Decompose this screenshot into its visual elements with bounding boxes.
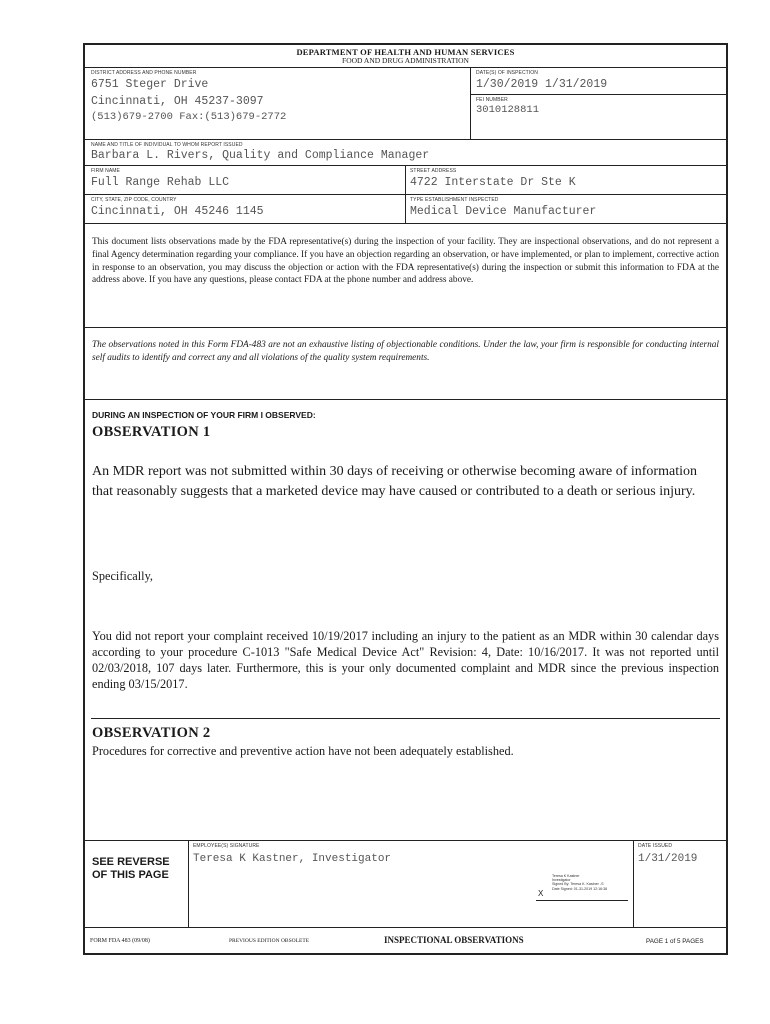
employee-signature-label: EMPLOYEE(S) SIGNATURE	[193, 843, 260, 849]
observation-2-text: Procedures for corrective and preventive action have not been adequately established.	[92, 744, 514, 758]
page-number: PAGE 1 of 5 PAGES	[646, 938, 704, 945]
observation-1-title: OBSERVATION 1	[92, 424, 211, 440]
form-number: FORM FDA 483 (09/08)	[90, 938, 150, 944]
signature-title: Investigator	[552, 878, 571, 883]
notice-italic-text: The observations noted in this Form FDA-483 are not an exhaustive listing of objectionable conditions. Under the law, your firm is responsible for conducting internal self audits to identify and correct any and all violations of the quality system requirements.	[92, 340, 719, 363]
date-issued-label: DATE ISSUED	[638, 843, 673, 849]
district-address-line2: Cincinnati, OH 45237-3097	[91, 95, 264, 108]
digital-signature	[552, 874, 607, 891]
firm-street: 4722 Interstate Dr Ste K	[410, 176, 576, 189]
fda-483-form	[83, 43, 728, 955]
street-label: STREET ADDRESS	[410, 168, 457, 174]
observations-intro: DURING AN INSPECTION OF YOUR FIRM I OBSERVED:	[92, 410, 316, 420]
signature-signed-by: Signed By: Teresa K. Kastner -S	[552, 882, 604, 887]
fei-label: FEI NUMBER	[476, 97, 508, 103]
establishment-type: Medical Device Manufacturer	[410, 205, 597, 218]
signature-x-mark: X	[538, 889, 544, 898]
notice-text: This document lists observations made by the FDA representative(s) during the inspection of your facility. They are inspectional observations, and do not represent a final Agency determination regarding your compliance. If you have an objection regarding an observation, or have implemented, or plan to implement, corrective action in response to an observation, you may discuss the objection or action with the FDA representative(s) during the inspection or submit this information to FDA at the address above. If you have any questions, please contact FDA at the phone number and address above.	[92, 237, 719, 286]
establishment-type-label: TYPE ESTABLISHMENT INSPECTED	[410, 197, 499, 203]
district-label: DISTRICT ADDRESS AND PHONE NUMBER	[91, 70, 197, 76]
recipient-label: NAME AND TITLE OF INDIVIDUAL TO WHOM REPORT ISSUED	[91, 142, 243, 148]
signature-name: Teresa K Kastner	[552, 874, 580, 878]
observation-1-detail: You did not report your complaint received 10/19/2017 including an injury to the patient as an MDR within 30 calendar days according to your procedure C-1013 "Safe Medical Device Act" Revision: 4, Date: 10/16/2017. It was not reported until 02/03/2018, 107 days later. Furthermore, this is your only documented complaint and MDR since the previous inspection ending 03/15/2017.	[92, 629, 719, 691]
district-phone: (513)679-2700 Fax:(513)679-2772	[91, 111, 287, 123]
observation-2-title: OBSERVATION 2	[92, 725, 211, 741]
recipient-name: Barbara L. Rivers, Quality and Compliance Manager	[91, 149, 430, 162]
department-heading: DEPARTMENT OF HEALTH AND HUMAN SERVICES	[296, 47, 515, 57]
observation-1-text: An MDR report was not submitted within 30 days of receiving or otherwise becoming aware of information that reasonably suggests that a marketed device may have caused or contributed to a death or serious injury.	[92, 464, 697, 499]
firm-name-label: FIRM NAME	[91, 168, 120, 174]
employee-name: Teresa K Kastner, Investigator	[193, 853, 392, 865]
inspection-dates-label: DATE(S) OF INSPECTION	[476, 70, 539, 76]
previous-edition-note: PREVIOUS EDITION OBSOLETE	[229, 938, 310, 944]
date-issued: 1/31/2019	[638, 853, 698, 865]
fei-number: 3010128811	[476, 104, 540, 116]
see-reverse-label: SEE REVERSE OF THIS PAGE	[92, 856, 170, 881]
agency-heading: FOOD AND DRUG ADMINISTRATION	[342, 56, 469, 65]
specifically-label: Specifically,	[92, 569, 154, 583]
inspection-dates: 1/30/2019 1/31/2019	[476, 78, 608, 91]
footer-title: INSPECTIONAL OBSERVATIONS	[384, 935, 524, 945]
firm-name: Full Range Rehab LLC	[91, 176, 230, 189]
city-label: CITY, STATE, ZIP CODE, COUNTRY	[91, 197, 177, 203]
district-address-line1: 6751 Steger Drive	[91, 78, 209, 91]
signature-line	[536, 900, 628, 901]
signature-date-signed: Date Signed: 01-31-2019 12:16:38	[552, 886, 608, 891]
firm-city: Cincinnati, OH 45246 1145	[91, 205, 264, 218]
